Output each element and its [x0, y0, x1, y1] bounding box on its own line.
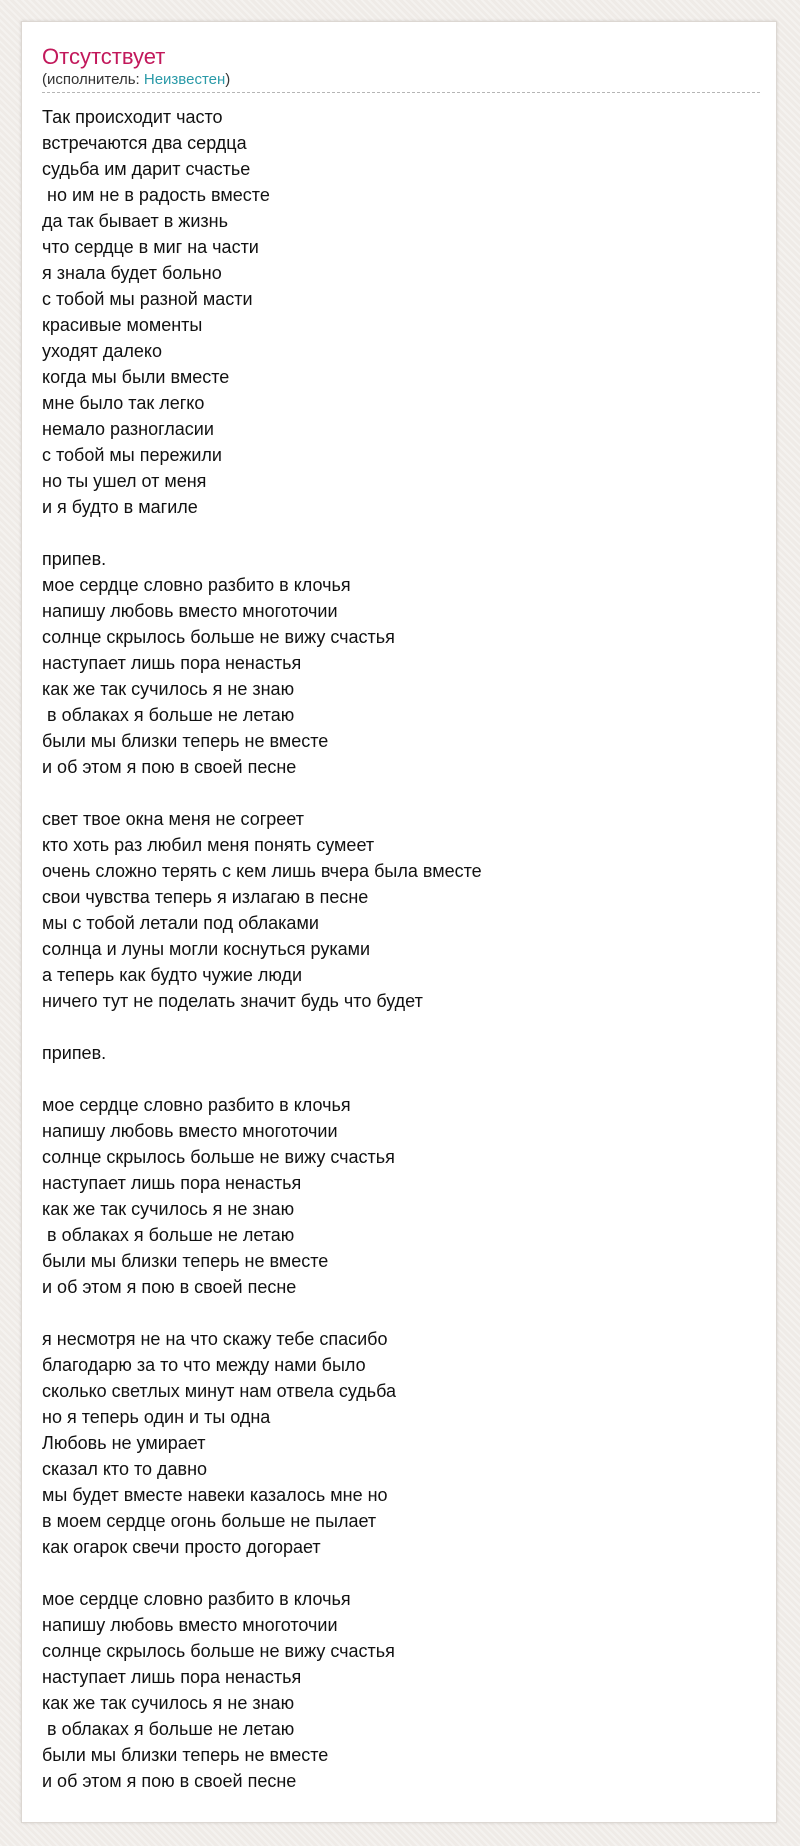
artist-prefix: (исполнитель: [42, 71, 144, 88]
artist-suffix: ) [225, 71, 231, 88]
artist-link[interactable]: Неизвестен [143, 71, 226, 88]
song-title: Отсутствует [42, 44, 166, 69]
lyrics-text: Так происходит часто встречаются два сердца судьба им дарит счастье но им не в радость вместе да так бывает в жизнь что сердце в миг на части я знала будет больно с тобой мы разной масти красивые моменты уходят далеко когда мы были вместе мне было так легко немало разногласии с тобой мы пережили но ты ушел от меня и я будто в магиле припев. мое сердце словно разбито в клочья напишу любовь вместо многоточии солнце скрылось больше не вижу счастья наступает лишь пора ненастья как же так сучилось я не знаю в облаках я больше не летаю были мы близки теперь не вместе и об этом я пою в своей песне свет твое окна меня не согреет кто хоть раз любил меня понять сумеет очень сложно терять с кем лишь вчера была вместе свои чувства теперь я излагаю в песне мы с тобой летали под облаками солнца и луны могли коснуться руками а теперь как будто чужие люди ничего тут не поделать значит будь что будет припев. мое сердце словно разбито в клочья напишу любовь вместо многоточии солнце скрылось больше не вижу счастья наступает лишь пора ненастья как же так сучилось я не знаю в облаках я больше не летаю были мы близки теперь не вместе и об этом я пою в своей песне я несмотря не на что скажу тебе спасибо благодарю за то что между нами было сколько светлых минут нам отвела судьба но я теперь один и ты одна Любовь не умирает сказал кто то давно мы будет вместе навеки казалось мне но в моем сердце огонь больше не пылает как огарок свечи просто догорает мое сердце словно разбито в клочья напишу любовь вместо многоточии солнце скрылось больше не вижу счастья наступает лишь пора ненастья как же так сучилось я не знаю в облаках я больше не летаю были мы близки теперь не вместе и об этом я пою в своей песне [42, 107, 482, 1791]
artist-line [42, 70, 230, 90]
lyrics-card [21, 21, 777, 1823]
song-header [42, 42, 760, 93]
